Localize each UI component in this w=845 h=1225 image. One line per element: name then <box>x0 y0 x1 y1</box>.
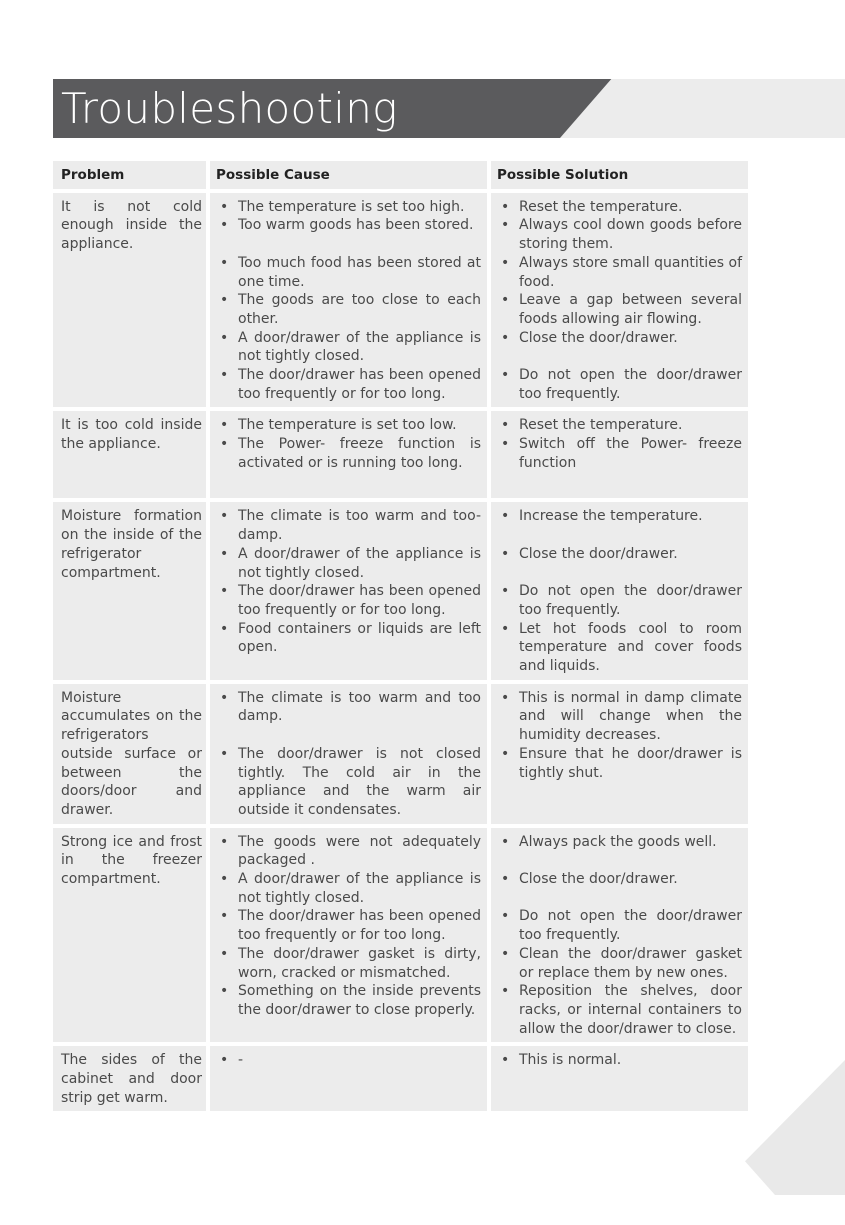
list-item: • Do not open the door/drawer too frequently. <box>497 582 742 619</box>
cause-cell <box>210 193 487 408</box>
list-item: • The door/drawer has been opened too frequently or for too long. <box>216 366 481 403</box>
list-item: • Switch off the Power- freeze function <box>497 435 742 472</box>
list-item: • The goods were not adequately packaged . <box>216 833 481 870</box>
list-item: • Do not open the door/drawer too frequently. <box>497 907 742 944</box>
list-item: • Ensure that he door/drawer is tightly shut. <box>497 745 742 782</box>
list-item: • Reset the temperature. <box>497 198 742 217</box>
table-header-row <box>53 161 749 189</box>
list-item: • Let hot foods cool to room temperature and cover foods and liquids. <box>497 620 742 676</box>
list-item: • Do not open the door/drawer too frequently. <box>497 366 742 403</box>
cause-cell <box>210 502 487 679</box>
list-item: • The door/drawer gasket is dirty, worn, cracked or mismatched. <box>216 945 481 982</box>
solution-cell <box>491 411 748 498</box>
list-item: • Something on the inside prevents the door/drawer to close properly. <box>216 982 481 1019</box>
table-row <box>53 828 749 1043</box>
list-item: • Close the door/drawer. <box>497 545 742 564</box>
corner-decoration <box>745 1060 845 1195</box>
list-item: • Food containers or liquids are left open. <box>216 620 481 657</box>
list-item: • Reposition the shelves, door racks, or internal containers to allow the door/drawer to close. <box>497 982 742 1038</box>
solution-cell <box>491 828 748 1043</box>
list-item: • This is normal. <box>497 1051 742 1070</box>
list-item: • The Power- freeze function is activated or is running too long. <box>216 435 481 472</box>
list-item: • Too much food has been stored at one time. <box>216 254 481 291</box>
cause-cell <box>210 411 487 498</box>
list-item: • The climate is too warm and too damp. <box>216 689 481 726</box>
solution-cell <box>491 502 748 679</box>
column-header-problem: Problem <box>53 161 206 189</box>
list-item: • The door/drawer has been opened too frequently or for too long. <box>216 582 481 619</box>
cause-cell <box>210 1046 487 1111</box>
list-item: • Clean the door/drawer gasket or replace them by new ones. <box>497 945 742 982</box>
list-item: • The climate is too warm and too- damp. <box>216 507 481 544</box>
table-row <box>53 411 749 498</box>
table-row <box>53 684 749 824</box>
list-item: • A door/drawer of the appliance is not tightly closed. <box>216 870 481 907</box>
table-row <box>53 193 749 408</box>
page-title: Troubleshooting <box>61 84 398 133</box>
problem-cell: Strong ice and frost in the freezer compartment. <box>53 828 206 1043</box>
list-item: • Always store small quantities of food. <box>497 254 742 291</box>
solution-cell <box>491 1046 748 1111</box>
cause-cell <box>210 684 487 824</box>
column-header-cause: Possible Cause <box>210 161 487 189</box>
list-item: • The door/drawer is not closed tightly. The cold air in the appliance and the warm air outside it condensates. <box>216 745 481 820</box>
list-item: • Increase the temperature. <box>497 507 742 526</box>
table-row <box>53 502 749 679</box>
solution-cell <box>491 193 748 408</box>
list-item: • This is normal in damp climate and will change when the humidity decreases. <box>497 689 742 745</box>
list-item: • Close the door/drawer. <box>497 329 742 348</box>
list-item: • Close the door/drawer. <box>497 870 742 889</box>
solution-cell <box>491 684 748 824</box>
problem-cell: Moisture formation on the inside of the refrigerator compartment. <box>53 502 206 679</box>
column-header-solution: Possible Solution <box>491 161 748 189</box>
list-item: • A door/drawer of the appliance is not tightly closed. <box>216 329 481 366</box>
list-item: • The temperature is set too high. <box>216 198 481 217</box>
troubleshooting-table <box>53 161 749 1115</box>
list-item: • The temperature is set too low. <box>216 416 481 435</box>
problem-cell: Moisture accumulates on the refrigerators outside surface or between the doors/door and drawer. <box>53 684 206 824</box>
list-item: • Too warm goods has been stored. <box>216 216 481 235</box>
table-row <box>53 1046 749 1111</box>
problem-cell: It is not cold enough inside the appliance. <box>53 193 206 408</box>
list-item: • The door/drawer has been opened too frequently or for too long. <box>216 907 481 944</box>
list-item: • Always cool down goods before storing them. <box>497 216 742 253</box>
list-item: • Always pack the goods well. <box>497 833 742 852</box>
list-item: • - <box>216 1051 481 1070</box>
list-item: • The goods are too close to each other. <box>216 291 481 328</box>
list-item: • Reset the temperature. <box>497 416 742 435</box>
cause-cell <box>210 828 487 1043</box>
list-item: • A door/drawer of the appliance is not tightly closed. <box>216 545 481 582</box>
problem-cell: It is too cold inside the appliance. <box>53 411 206 498</box>
list-item: • Leave a gap between several foods allowing air flowing. <box>497 291 742 328</box>
problem-cell: The sides of the cabinet and door strip get warm. <box>53 1046 206 1111</box>
